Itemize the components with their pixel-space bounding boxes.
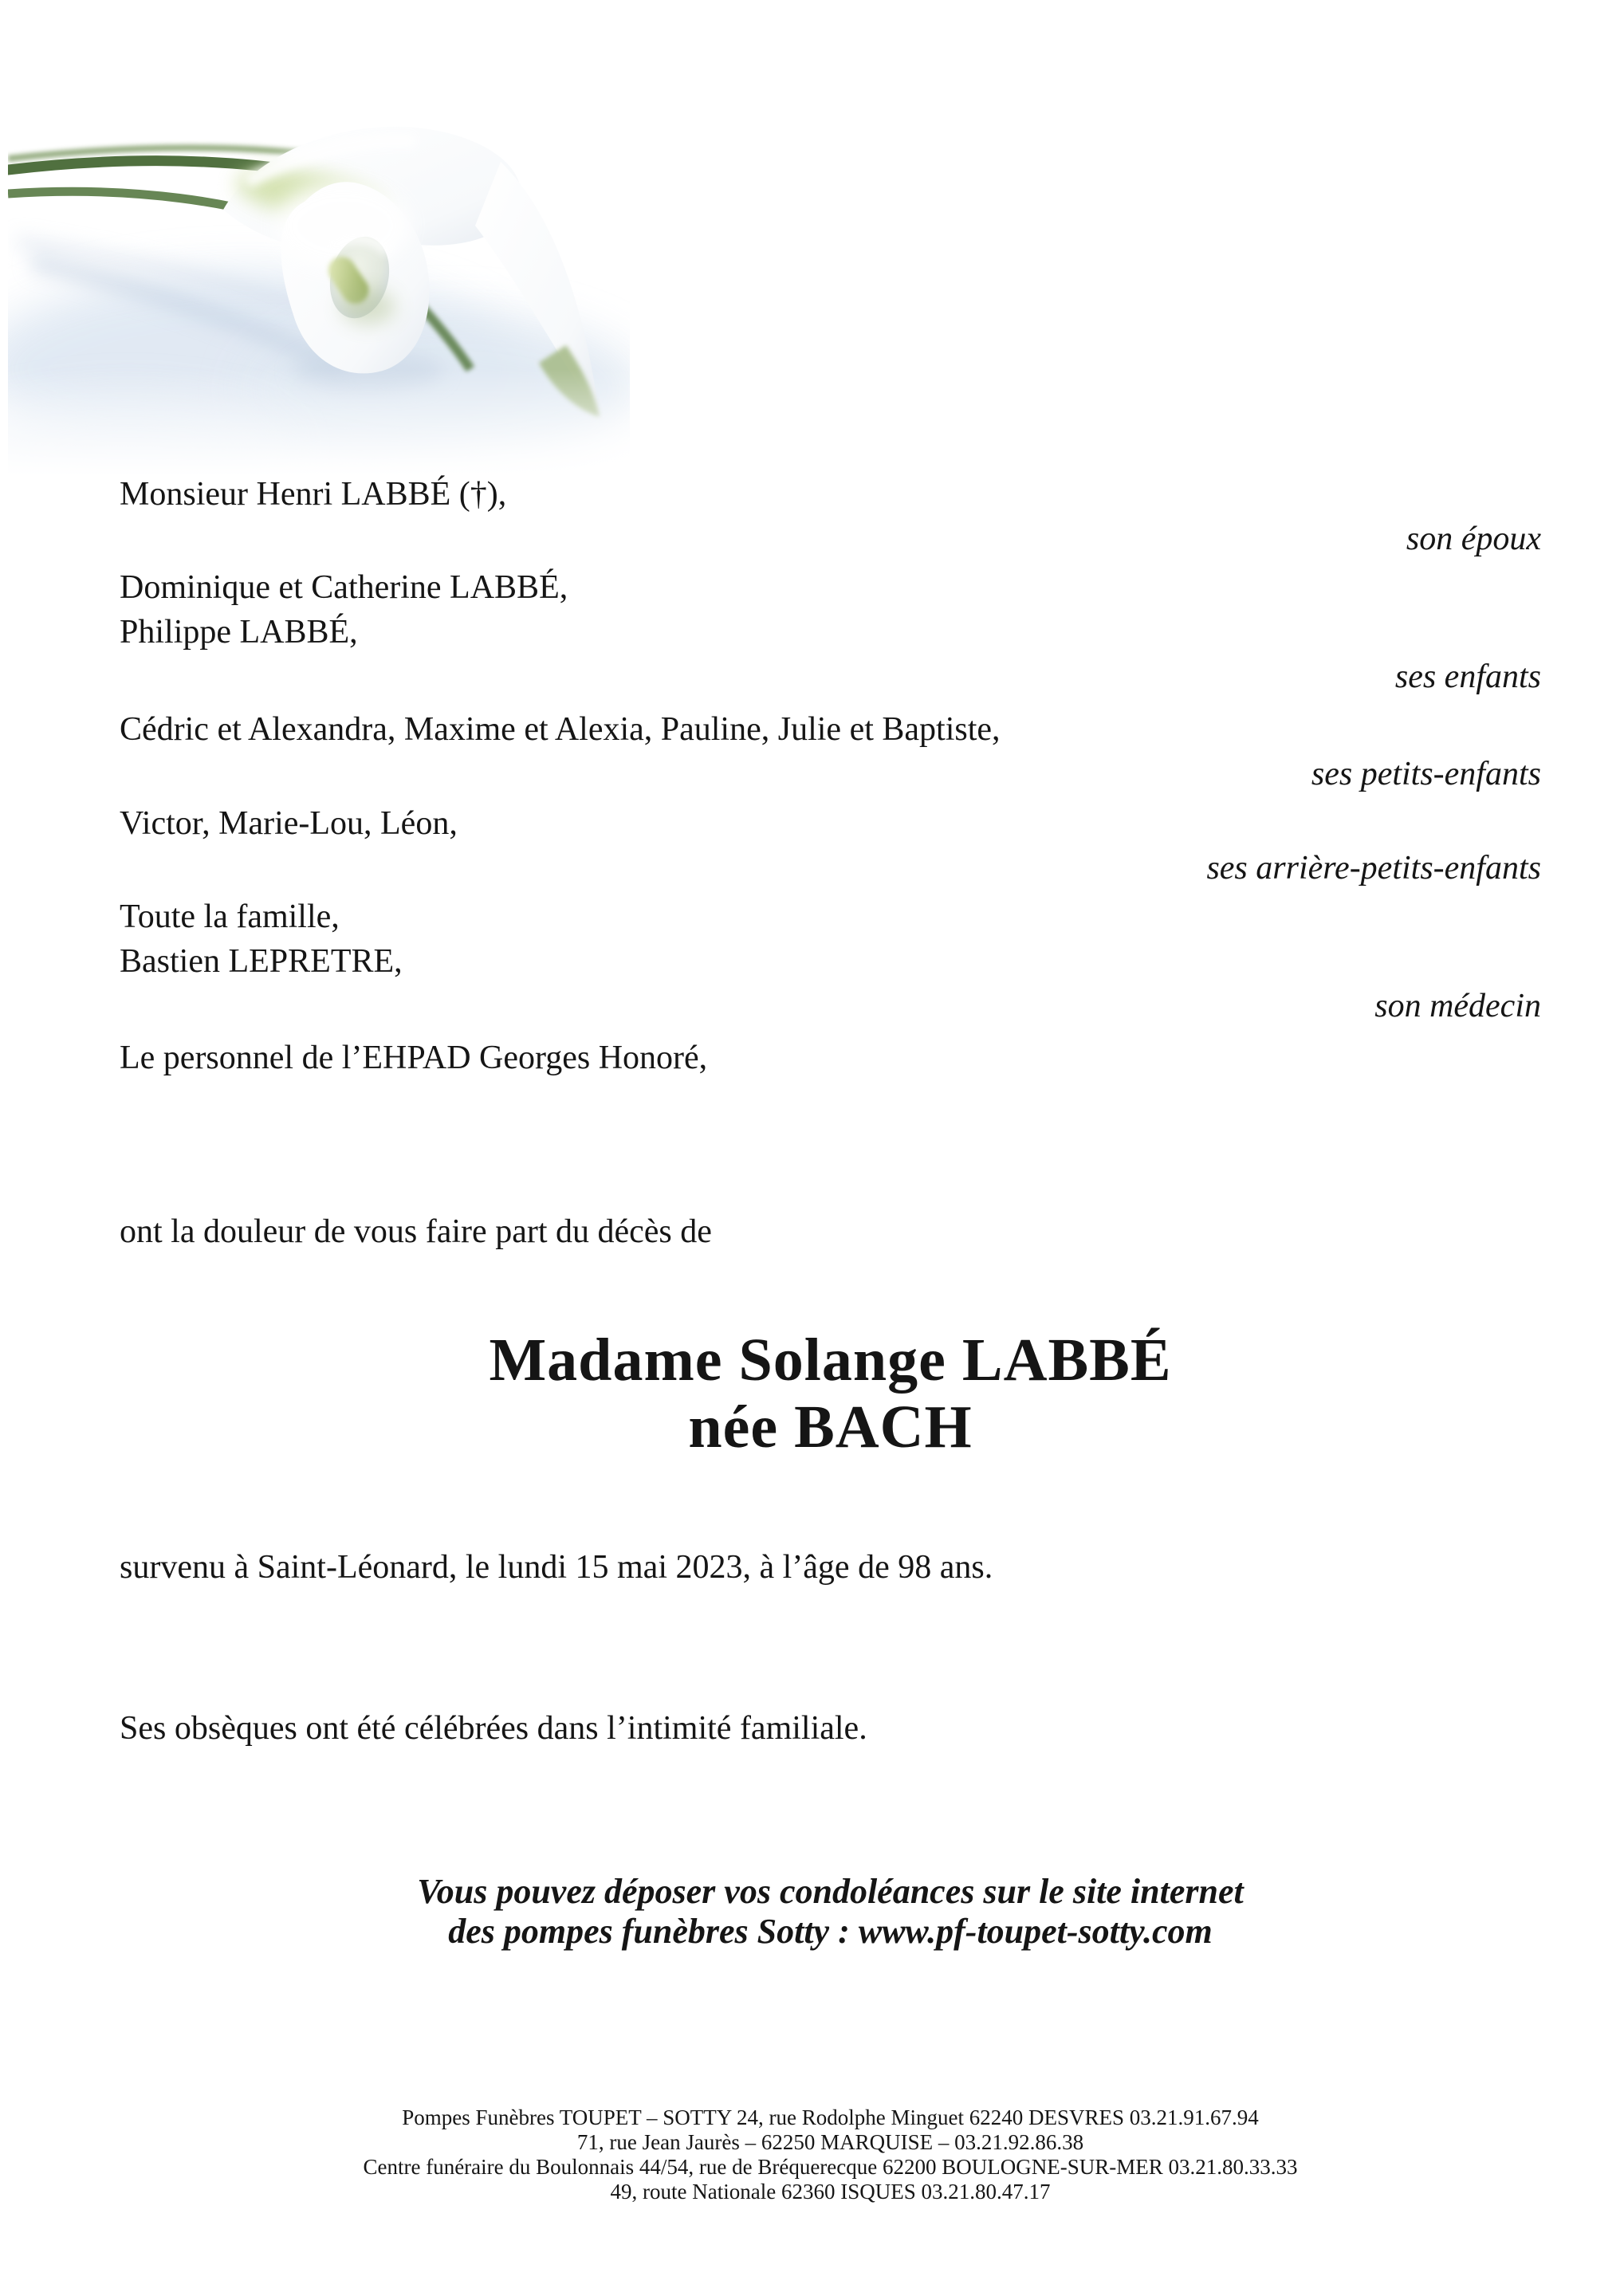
children-line-1: Dominique et Catherine LABBÉ,	[120, 569, 568, 606]
deceased-maiden-name: née BACH	[688, 1394, 973, 1461]
footer-line-isques: 49, route Nationale 62360 ISQUES 03.21.80.47.17	[610, 2180, 1051, 2204]
husband-relation-label: son époux	[1406, 521, 1541, 557]
announcement-intro: ont la douleur de vous faire part du décès de	[120, 1213, 712, 1250]
deceased-title-block	[120, 1327, 1541, 1461]
condolences-line-2: des pompes funèbres Sotty : www.pf-toupet-sotty.com	[448, 1912, 1213, 1951]
footer-line-marquise: 71, rue Jean Jaurès – 62250 MARQUISE – 03.21.92.86.38	[576, 2130, 1084, 2154]
condolences-note	[120, 1872, 1541, 1952]
calla-lily-photo	[8, 106, 630, 477]
grandchildren-line: Cédric et Alexandra, Maxime et Alexia, Pauline, Julie et Baptiste,	[120, 711, 1001, 748]
doctor-name-line: Bastien LEPRETRE,	[120, 943, 403, 980]
funeral-home-footer	[120, 2105, 1541, 2204]
footer-line-boulogne: Centre funéraire du Boulonnais 44/54, rue de Bréquerecque 62200 BOULOGNE-SUR-MER 03.21.80.33.33	[363, 2155, 1298, 2179]
great-grandchildren-line: Victor, Marie-Lou, Léon,	[120, 805, 458, 842]
condolences-line-1: Vous pouvez déposer vos condoléances sur le site internet	[417, 1872, 1244, 1911]
footer-line-desvres: Pompes Funèbres TOUPET – SOTTY 24, rue Rodolphe Minguet 62240 DESVRES 03.21.91.67.94	[402, 2105, 1259, 2129]
deceased-name: Madame Solange LABBÉ	[489, 1327, 1172, 1394]
staff-line: Le personnel de l’EHPAD Georges Honoré,	[120, 1040, 708, 1076]
calla-lily-illustration	[8, 106, 630, 477]
great-grandchildren-relation-label: ses arrière-petits-enfants	[1206, 850, 1541, 887]
ceremony-line: Ses obsèques ont été célébrées dans l’intimité familiale.	[120, 1710, 867, 1747]
grandchildren-relation-label: ses petits-enfants	[1311, 756, 1541, 792]
children-line-2: Philippe LABBÉ,	[120, 614, 358, 651]
doctor-relation-label: son médecin	[1374, 988, 1541, 1024]
death-details-line: survenu à Saint-Léonard, le lundi 15 mai 2023, à l’âge de 98 ans.	[120, 1549, 993, 1586]
family-names-block	[120, 472, 1541, 1080]
children-relation-label: ses enfants	[1394, 659, 1541, 695]
whole-family-line: Toute la famille,	[120, 898, 340, 935]
husband-line: Monsieur Henri LABBÉ (†),	[120, 476, 507, 513]
